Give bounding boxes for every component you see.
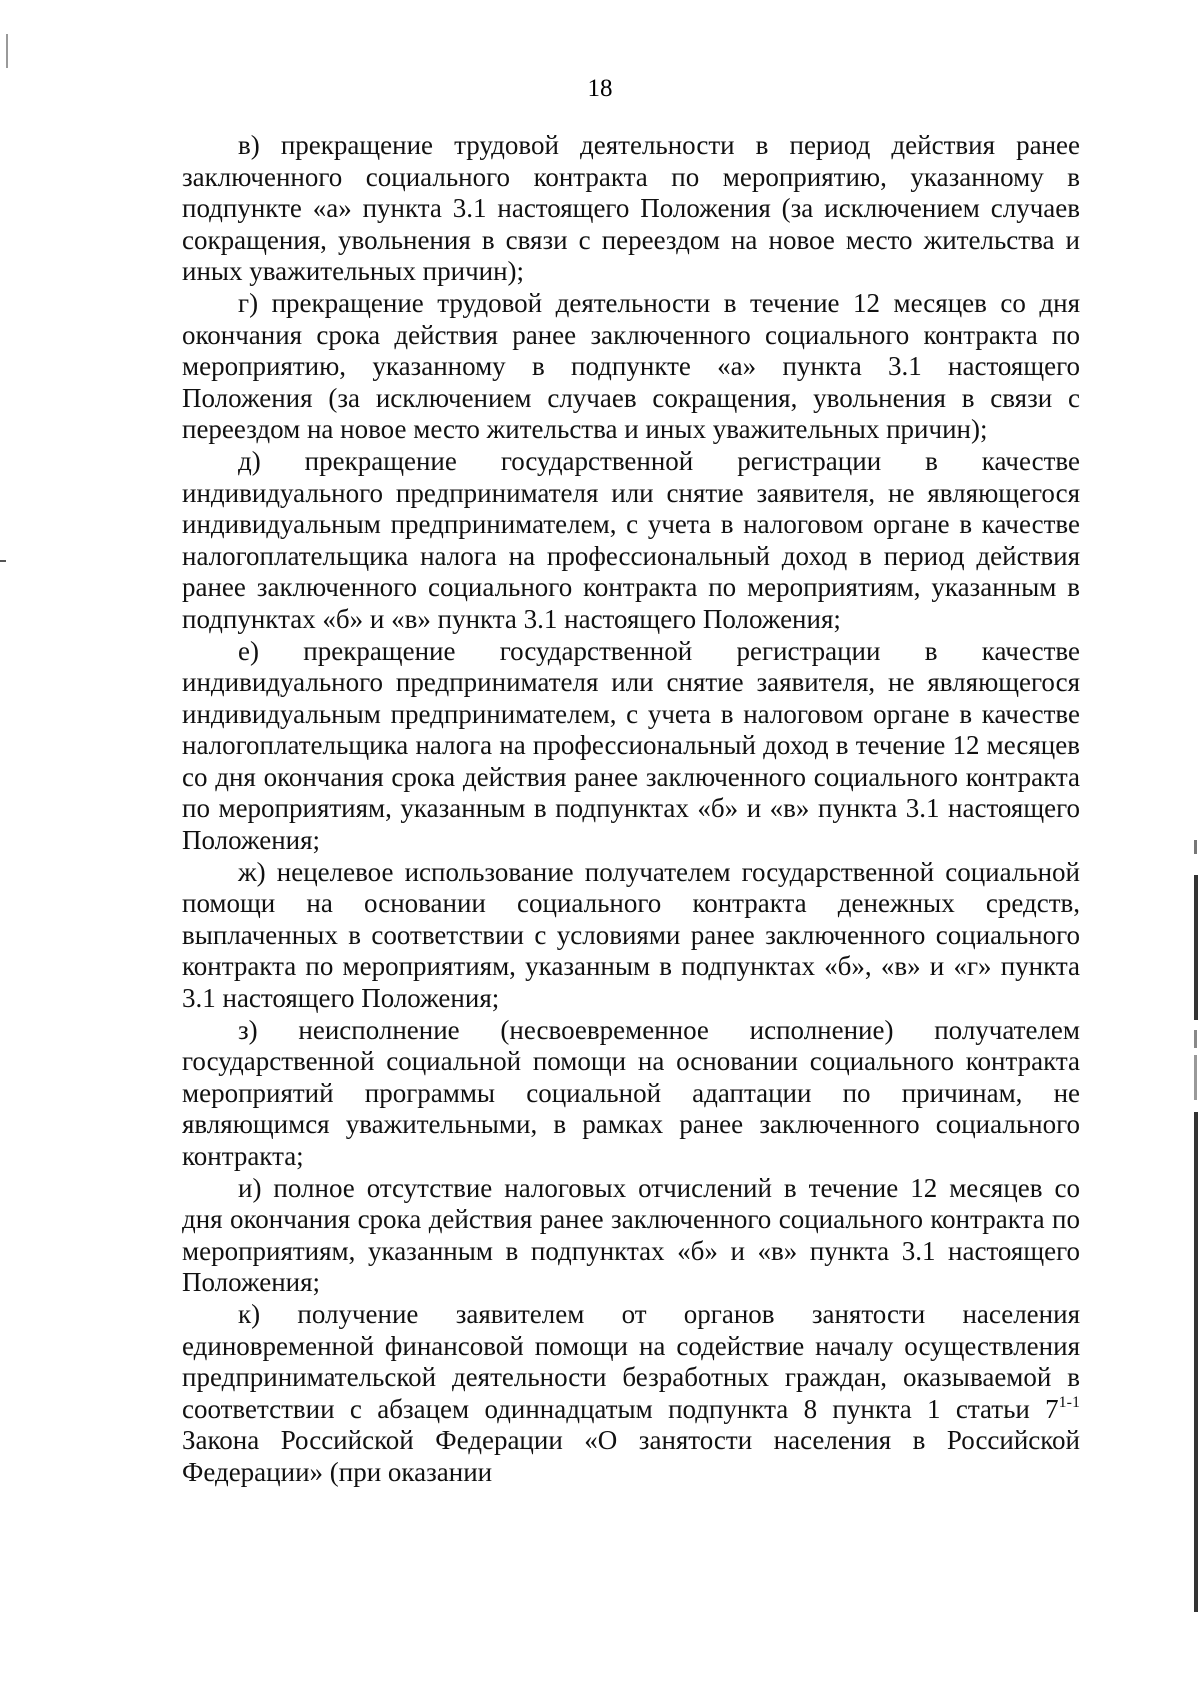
- paragraph-k: [182, 1299, 1080, 1489]
- scan-artifact-mark: [6, 34, 8, 68]
- paragraph-g: г) прекращение трудовой деятельности в течение 12 месяцев со дня окончания срока действия ранее заключенного социального контракта по мероприятию, указанному в подпункте «а» пункта 3.1 настоящего Положения (за исключением случаев сокращения, увольнения в связи с переездом на новое место жительства и иных уважительных причин);: [182, 287, 1080, 445]
- paragraph-v: в) прекращение трудовой деятельности в период действия ранее заключенного социального контракта по мероприятию, указанному в подпункте «а» пункта 3.1 настоящего Положения (за исключением случаев сокращения, увольнения в связи с переездом на новое место жительства и иных уважительных причин);: [182, 130, 1080, 287]
- paragraph-i: и) полное отсутствие налоговых отчислений в течение 12 месяцев со дня окончания срока действия ранее заключенного социального контракта по мероприятиям, указанным в подпунктах «б» и «в» пункта 3.1 настоящего Положения;: [182, 1172, 1080, 1298]
- paragraph-d: д) прекращение государственной регистрации в качестве индивидуального предпринимателя или снятие заявителя, не являющегося индивидуальным предпринимателем, с учета в налоговом органе в качестве налогоплательщика налога на профессиональный доход в период действия ранее заключенного социального контракта по мероприятиям, указанным в подпунктах «б» и «в» пункта 3.1 настоящего Положения;: [182, 445, 1080, 634]
- document-body: [182, 130, 1080, 1489]
- scan-artifact-mark: [0, 560, 6, 562]
- paragraph-zh: ж) нецелевое использование получателем государственной социальной помощи на основании социального контракта денежных средств, выплаченных в соответствии с условиями ранее заключенного социального контракта по мероприятиям, указанным в подпунктах «б», «в» и «г» пункта 3.1 настоящего Положения;: [182, 856, 1080, 1014]
- paragraph-z: з) неисполнение (несвоевременное исполнение) получателем государственной социальной помощи на основании социального контракта мероприятий программы социальной адаптации по причинам, не являющимся уважительными, в рамках ранее заключенного социального контракта;: [182, 1014, 1080, 1171]
- scan-artifact-edge: [1194, 1055, 1197, 1100]
- paragraph-e: е) прекращение государственной регистрации в качестве индивидуального предпринимателя или снятие заявителя, не являющегося индивидуальным предпринимателем, с учета в налоговом органе в качестве налогоплательщика налога на профессиональный доход в течение 12 месяцев со дня окончания срока действия ранее заключенного социального контракта по мероприятиям, указанным в подпунктах «б» и «в» пункта 3.1 настоящего Положения;: [182, 635, 1080, 856]
- scan-artifact-edge: [1194, 875, 1198, 1020]
- paragraph-k-continuation: Закона Российской Федерации «О занятости населения в Российской Федерации» (при оказании: [182, 1425, 1080, 1487]
- scan-artifact-edge: [1194, 1112, 1198, 1612]
- scan-artifact-edge: [1194, 1030, 1197, 1048]
- article-superscript: 1-1: [1058, 1393, 1080, 1411]
- scan-artifact-edge: [1194, 840, 1197, 854]
- page-number: 18: [587, 75, 613, 102]
- paragraph-k-text: к) получение заявителем от органов занятости населения единовременной финансовой помощи на содействие началу осуществления предпринимательской деятельности безработных граждан, оказываемой в соответствии с абзацем одиннадцатым подпункта 8 пункта 1 статьи 7: [182, 1298, 1080, 1424]
